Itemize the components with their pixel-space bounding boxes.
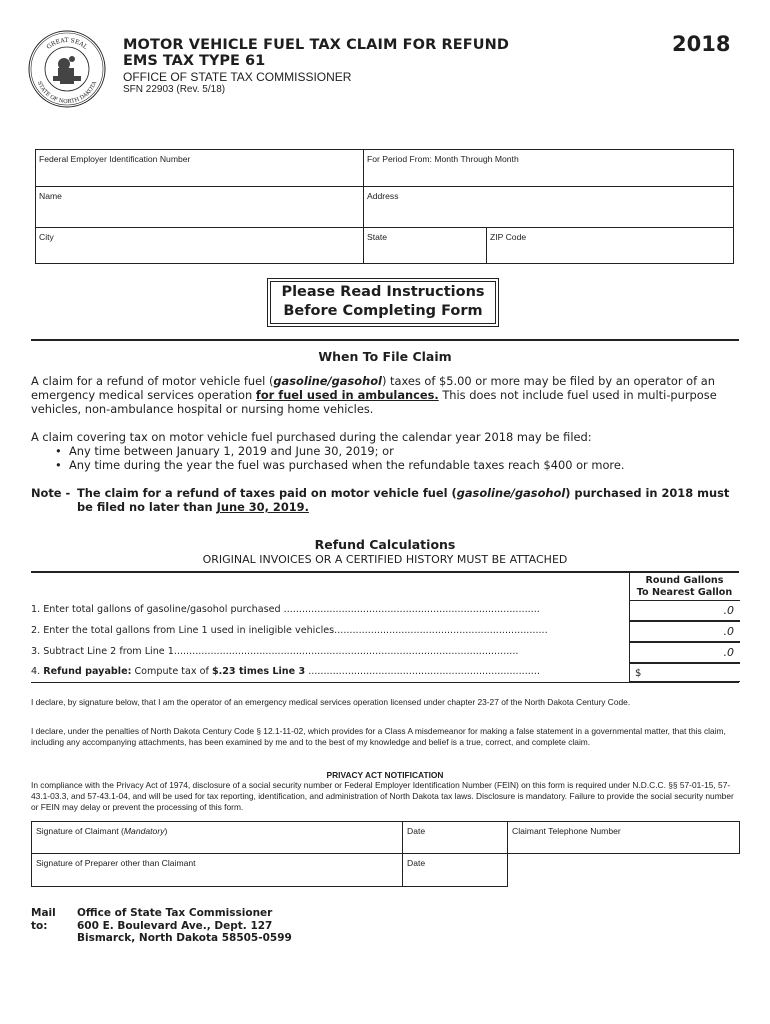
state-field[interactable] xyxy=(364,228,486,264)
preparer-signature-field[interactable]: Signature of Preparer other than Claimant xyxy=(31,853,403,887)
mail-to-label: Mail to: xyxy=(31,907,56,932)
form-number: SFN 22903 (Rev. 5/18) xyxy=(123,84,226,95)
refund-heading: Refund Calculations xyxy=(314,537,456,552)
declaration-2: I declare, under the penalties of North Dakota Century Code § 12.1-11-02, which provides for a Class A misdemeanor for making a false statement in a governmental matter, that this claim, including any accompanying attachments, has been examined by me and to the best of my knowledge and belief is a true, correct, and complete claim. xyxy=(31,726,726,747)
line-3-input[interactable] xyxy=(629,642,740,663)
read-instructions-line2: Before Completing Form xyxy=(283,303,483,319)
form-subtitle: EMS TAX TYPE 61 xyxy=(123,53,266,69)
seal-top-text: GREAT SEAL xyxy=(45,36,89,51)
filing-bullet-1: • Any time between January 1, 2019 and June 30, 2019; or xyxy=(55,444,394,458)
svg-text:STATE OF NORTH DAKOTA xyxy=(36,80,98,105)
name-field[interactable] xyxy=(36,187,363,227)
office-name: OFFICE OF STATE TAX COMMISSIONER xyxy=(123,70,352,84)
claimant-phone-field[interactable]: Claimant Telephone Number xyxy=(507,821,740,854)
calendar-year-paragraph: A claim covering tax on motor vehicle fuel purchased during the calendar year 2018 may be filed: xyxy=(31,430,592,444)
mail-line-2: 600 E. Boulevard Ave., Dept. 127 xyxy=(77,919,273,932)
form-title: MOTOR VEHICLE FUEL TAX CLAIM FOR REFUND xyxy=(123,37,510,53)
address-label: Address xyxy=(367,191,399,201)
name-label: Name xyxy=(39,191,62,201)
form-year: 2018 xyxy=(672,32,731,56)
refund-subheading: ORIGINAL INVOICES OR A CERTIFIED HISTORY MUST BE ATTACHED xyxy=(202,553,568,566)
preparer-date-field[interactable]: Date xyxy=(402,853,508,887)
signature-grid xyxy=(31,821,740,887)
zip-field[interactable] xyxy=(487,228,734,264)
fein-field[interactable] xyxy=(36,150,363,186)
line-2-input[interactable] xyxy=(629,621,740,642)
mail-line-1: Office of State Tax Commissioner xyxy=(77,907,273,919)
declaration-1: I declare, by signature below, that I am the operator of an emergency medical services operation licensed under chapter 23-27 of the North Dakota Century Code. xyxy=(31,697,631,707)
claimant-date-field[interactable]: Date xyxy=(402,821,508,854)
refund-payable-input[interactable] xyxy=(629,663,740,682)
state-label: State xyxy=(367,232,388,242)
calc-line-3-label: 3. Subtract Line 2 from Line 1................................................................................................................. xyxy=(31,646,519,657)
svg-text:GREAT SEAL xyxy=(45,37,88,51)
seal-bottom-text: STATE OF NORTH DAKOTA xyxy=(35,80,99,106)
privacy-text: In compliance with the Privacy Act of 1974, disclosure of a social security number or Federal Employer Identification Number (FEIN) on this form is required under N.D.C.C. §§ 57-01-15, 57-43.1-03.3, and 57-43.1-04, and will be used for tax reporting, identification, and administration of North Dakota tax laws. Disclosure is mandatory. Failure to provide the social security number or FEIN may delay or prevent the processing of this form. xyxy=(31,780,734,812)
city-label: City xyxy=(39,232,54,242)
read-instructions-line1: Please Read Instructions xyxy=(281,284,485,300)
period-label: For Period From: Month Through Month xyxy=(367,154,519,164)
when-to-file-paragraph: A claim for a refund of motor vehicle fuel (gasoline/gasohol) taxes of $5.00 or more may be filed by an operator of an emergency medical services operation for fuel used in ambulances. This does not include fuel used in multi-purpose vehicles, non-ambulance hospital or nursing home vehicles. xyxy=(31,374,717,416)
note-text: The claim for a refund of taxes paid on motor vehicle fuel (gasoline/gasohol) purchased in 2018 must be filed no later than June 30, 2019. xyxy=(77,486,730,514)
zip-label: ZIP Code xyxy=(490,232,527,242)
city-field[interactable] xyxy=(36,228,363,264)
line-1-input[interactable] xyxy=(629,600,740,621)
note-label: Note - xyxy=(31,486,71,500)
mail-line-3: Bismarck, North Dakota 58505-0599 xyxy=(77,932,292,944)
address-field[interactable] xyxy=(364,187,734,227)
when-to-file-heading: When To File Claim xyxy=(318,349,452,364)
filing-bullet-2: • Any time during the year the fuel was purchased when the refundable taxes reach $400 or more. xyxy=(55,458,625,472)
claimant-signature-field[interactable]: Signature of Claimant (Mandatory) xyxy=(31,821,403,854)
line-3-value: .0 xyxy=(723,646,734,659)
period-field[interactable] xyxy=(364,150,734,186)
state-seal-logo xyxy=(28,30,106,108)
line-2-value: .0 xyxy=(723,625,734,638)
calc-line-2-label: 2. Enter the total gallons from Line 1 used in ineligible vehicles...................................................................... xyxy=(31,625,548,636)
line-1-value: .0 xyxy=(723,604,734,617)
calc-bottom-rule xyxy=(31,682,739,683)
read-instructions-box xyxy=(267,278,499,327)
round-gallons-header: Round Gallons To Nearest Gallon xyxy=(636,575,733,598)
calc-line-4-label: 4. Refund payable: Compute tax of $.23 times Line 3 ............................................................................ xyxy=(31,666,540,677)
calc-line-1-label: 1. Enter total gallons of gasoline/gasohol purchased .................................................................................... xyxy=(31,604,540,615)
section-divider xyxy=(31,339,739,341)
privacy-heading: PRIVACY ACT NOTIFICATION xyxy=(326,770,444,780)
dollar-sign: $ xyxy=(635,668,642,679)
fein-label: Federal Employer Identification Number xyxy=(39,154,191,164)
taxpayer-info-grid xyxy=(35,149,734,264)
